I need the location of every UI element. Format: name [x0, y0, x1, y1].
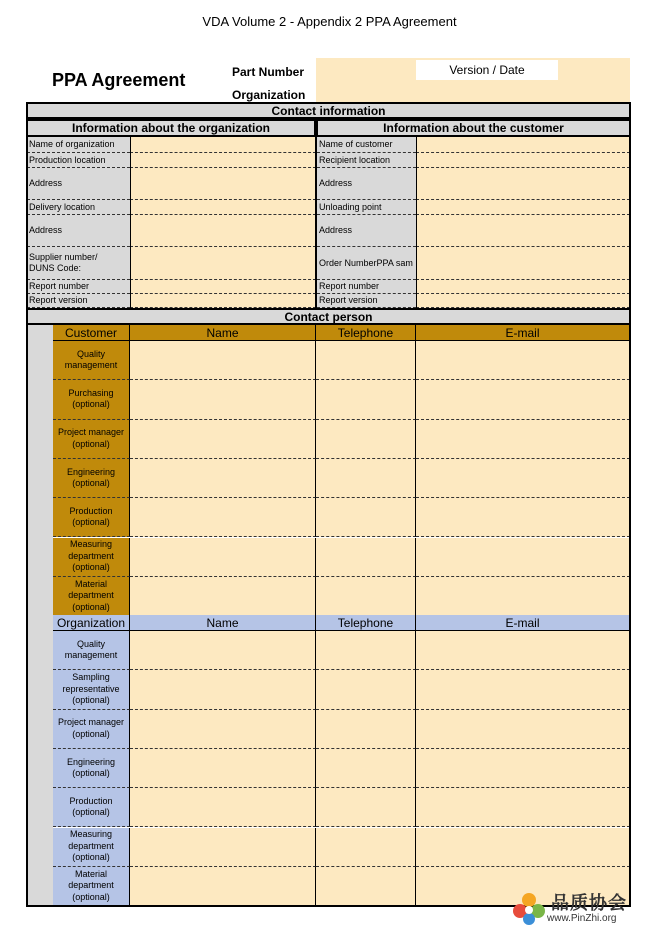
org-table-header: E-mail — [416, 615, 630, 631]
org-contact-cell[interactable] — [130, 670, 316, 709]
org-field-label: Production location — [27, 153, 130, 168]
contact-person-bar: Contact person — [26, 308, 631, 325]
org-role-label: Sampling representative (optional) — [53, 670, 130, 709]
org-role-label: Measuring department (optional) — [53, 828, 130, 867]
customer-info-header: Information about the customer — [316, 119, 631, 137]
cust-contact-cell[interactable] — [130, 577, 316, 616]
grid-border — [416, 137, 417, 308]
org-contact-cell[interactable] — [130, 710, 316, 749]
org-contact-cell[interactable] — [416, 749, 630, 788]
cust-table-header: Customer — [53, 325, 130, 341]
customer-field-label: Address — [317, 168, 416, 200]
org-table-header: Telephone — [316, 615, 416, 631]
org-field-value[interactable] — [130, 137, 316, 153]
cust-contact-cell[interactable] — [316, 538, 416, 577]
contact-information-bar: Contact information — [26, 102, 631, 119]
table-border — [26, 325, 28, 616]
table-border — [629, 615, 631, 906]
cust-contact-cell[interactable] — [416, 380, 630, 419]
cust-role-label: Material department (optional) — [53, 577, 130, 616]
logo-url: www.PinZhi.org — [547, 913, 617, 924]
customer-field-value[interactable] — [416, 168, 630, 200]
org-contact-cell[interactable] — [130, 631, 316, 670]
left-gray-strip — [27, 325, 53, 616]
org-contact-cell[interactable] — [416, 670, 630, 709]
cust-table-header: E-mail — [416, 325, 630, 341]
customer-field-label: Address — [317, 215, 416, 247]
table-border — [26, 615, 28, 906]
org-field-label: Delivery location — [27, 200, 130, 215]
org-field-value[interactable] — [130, 215, 316, 247]
org-field-value[interactable] — [130, 294, 316, 308]
org-contact-cell[interactable] — [130, 749, 316, 788]
org-field-label: Address — [27, 215, 130, 247]
cust-contact-cell[interactable] — [416, 498, 630, 537]
org-role-label: Engineering (optional) — [53, 749, 130, 788]
org-field-label: Address — [27, 168, 130, 200]
org-field-label: Report version — [27, 294, 130, 308]
customer-field-value[interactable] — [416, 294, 630, 308]
org-contact-cell[interactable] — [316, 867, 416, 906]
cust-contact-cell[interactable] — [316, 420, 416, 459]
customer-field-value[interactable] — [416, 280, 630, 294]
part-number-label: Part Number — [232, 65, 305, 79]
cust-contact-cell[interactable] — [130, 459, 316, 498]
cust-contact-cell[interactable] — [316, 341, 416, 380]
org-field-value[interactable] — [130, 153, 316, 168]
flower-logo-icon — [511, 891, 547, 927]
cust-contact-cell[interactable] — [316, 459, 416, 498]
cust-contact-cell[interactable] — [130, 420, 316, 459]
customer-field-label: Order NumberPPA sam — [317, 247, 416, 280]
cust-role-label: Engineering (optional) — [53, 459, 130, 498]
org-contact-cell[interactable] — [130, 828, 316, 867]
cust-contact-cell[interactable] — [316, 577, 416, 616]
cust-role-label: Purchasing (optional) — [53, 380, 130, 419]
org-contact-cell[interactable] — [316, 631, 416, 670]
customer-field-value[interactable] — [416, 215, 630, 247]
cust-contact-cell[interactable] — [130, 380, 316, 419]
org-field-label: Name of organization — [27, 137, 130, 153]
org-info-header: Information about the organization — [26, 119, 316, 137]
org-role-label: Project manager (optional) — [53, 710, 130, 749]
grid-border — [130, 137, 131, 308]
cust-contact-cell[interactable] — [416, 341, 630, 380]
org-field-label: Report number — [27, 280, 130, 294]
document-title: VDA Volume 2 - Appendix 2 PPA Agreement — [202, 14, 457, 29]
org-contact-cell[interactable] — [316, 828, 416, 867]
logo-chinese-text: 品质协会 — [551, 893, 627, 914]
org-field-value[interactable] — [130, 168, 316, 200]
cust-role-label: Project manager (optional) — [53, 420, 130, 459]
cust-contact-cell[interactable] — [416, 538, 630, 577]
org-field-value[interactable] — [130, 280, 316, 294]
cust-contact-cell[interactable] — [316, 380, 416, 419]
cust-contact-cell[interactable] — [316, 498, 416, 537]
version-date-label: Version / Date — [416, 60, 558, 80]
org-contact-cell[interactable] — [316, 749, 416, 788]
cust-contact-cell[interactable] — [416, 420, 630, 459]
org-field-value[interactable] — [130, 247, 316, 280]
table-border — [629, 325, 631, 616]
grid-border — [629, 137, 631, 308]
cust-table-header: Name — [130, 325, 316, 341]
grid-border — [26, 137, 28, 308]
cust-role-label: Measuring department (optional) — [53, 538, 130, 577]
organization-label: Organization — [232, 88, 306, 102]
org-contact-cell[interactable] — [416, 828, 630, 867]
cust-role-label: Production (optional) — [53, 498, 130, 537]
customer-field-value[interactable] — [416, 153, 630, 168]
org-contact-cell[interactable] — [316, 710, 416, 749]
customer-field-label: Unloading point — [317, 200, 416, 215]
customer-field-label: Report version — [317, 294, 416, 308]
grid-border — [315, 137, 317, 308]
ppa-agreement-title: PPA Agreement — [52, 70, 186, 90]
customer-field-label: Recipient location — [317, 153, 416, 168]
org-contact-cell[interactable] — [416, 710, 630, 749]
org-contact-cell[interactable] — [316, 670, 416, 709]
customer-field-label: Report number — [317, 280, 416, 294]
org-role-label: Quality management — [53, 631, 130, 670]
customer-field-value[interactable] — [416, 200, 630, 215]
customer-field-value[interactable] — [416, 247, 630, 280]
org-contact-cell[interactable] — [130, 867, 316, 906]
org-contact-cell[interactable] — [316, 788, 416, 827]
cust-contact-cell[interactable] — [130, 498, 316, 537]
cust-contact-cell[interactable] — [416, 577, 630, 616]
customer-field-value[interactable] — [416, 137, 630, 153]
org-field-label: Supplier number/ DUNS Code: — [27, 247, 130, 280]
left-gray-strip — [27, 615, 53, 906]
org-contact-cell[interactable] — [130, 788, 316, 827]
org-table-header: Name — [130, 615, 316, 631]
customer-field-label: Name of customer — [317, 137, 416, 153]
org-contact-cell[interactable] — [416, 788, 630, 827]
org-field-value[interactable] — [130, 200, 316, 215]
org-role-label: Material department (optional) — [53, 867, 130, 906]
cust-role-label: Quality management — [53, 341, 130, 380]
pinzhi-logo — [511, 889, 651, 929]
cust-contact-cell[interactable] — [130, 341, 316, 380]
cust-contact-cell[interactable] — [416, 459, 630, 498]
org-role-label: Production (optional) — [53, 788, 130, 827]
org-contact-cell[interactable] — [416, 631, 630, 670]
cust-table-header: Telephone — [316, 325, 416, 341]
cust-contact-cell[interactable] — [130, 538, 316, 577]
org-table-header: Organization — [53, 615, 130, 631]
